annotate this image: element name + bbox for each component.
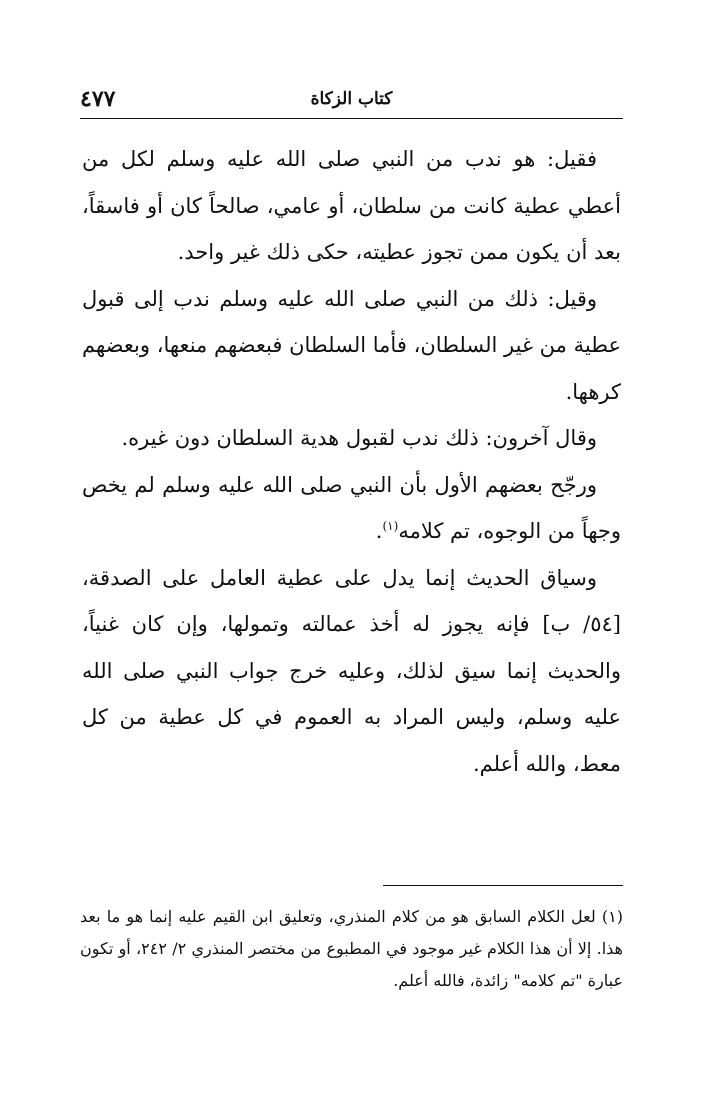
paragraph-text: ورجّح بعضهم الأول بأن النبي صلى الله عليه وسلم لم يخص وجهاً من الوجوه، تم كلامه (82, 472, 621, 543)
footnotes (80, 901, 623, 997)
footnote: (١) لعل الكلام السابق هو من كلام المنذري، وتعليق ابن القيم عليه إنما هو ما بعد هذا. إلا أن هذا الكلام غير موجود في المطبوع من مختصر المنذري ٢/ ٢٤٢، أو تكون عبارة "تم كلامه" زائدة، فالله أعلم. (80, 907, 623, 990)
page-number: ٤٧٧ (80, 86, 116, 112)
paragraph: وقال آخرون: ذلك ندب لقبول هدية السلطان دون غيره. (121, 426, 597, 450)
paragraph: وسياق الحديث إنما يدل على عطية العامل على الصدقة، [٥٤/ ب] فإنه يجوز له أخذ عمالته وتمولها، وإن كان غنياً، والحديث إنما سيق لذلك، وعليه خرج جواب النبي صلى الله عليه وسلم، وليس المراد به العموم في كل عطية من كل معط، والله أعلم. (82, 565, 621, 776)
paragraph: فقيل: هو ندب من النبي صلى الله عليه وسلم لكل من أعطي عطية كانت من سلطان، أو عامي، صالحاً كان أو فاسقاً، بعد أن يكون ممن تجوز عطيته، حكى ذلك غير واحد. (82, 147, 621, 264)
footnote-rule (383, 885, 623, 886)
paragraph: وقيل: ذلك من النبي صلى الله عليه وسلم ندب إلى قبول عطية من غير السلطان، فأما السلطان فبعضهم منعها، وبعضهم كرهها. (82, 286, 621, 404)
header-rule (80, 118, 623, 119)
running-title: كتاب الزكاة (310, 89, 393, 109)
main-text (82, 136, 621, 787)
footnote-marker[interactable]: (١) (382, 519, 399, 533)
paragraph-tail: . (375, 519, 383, 543)
running-header (80, 84, 623, 114)
paragraph-with-footnote (82, 462, 621, 555)
